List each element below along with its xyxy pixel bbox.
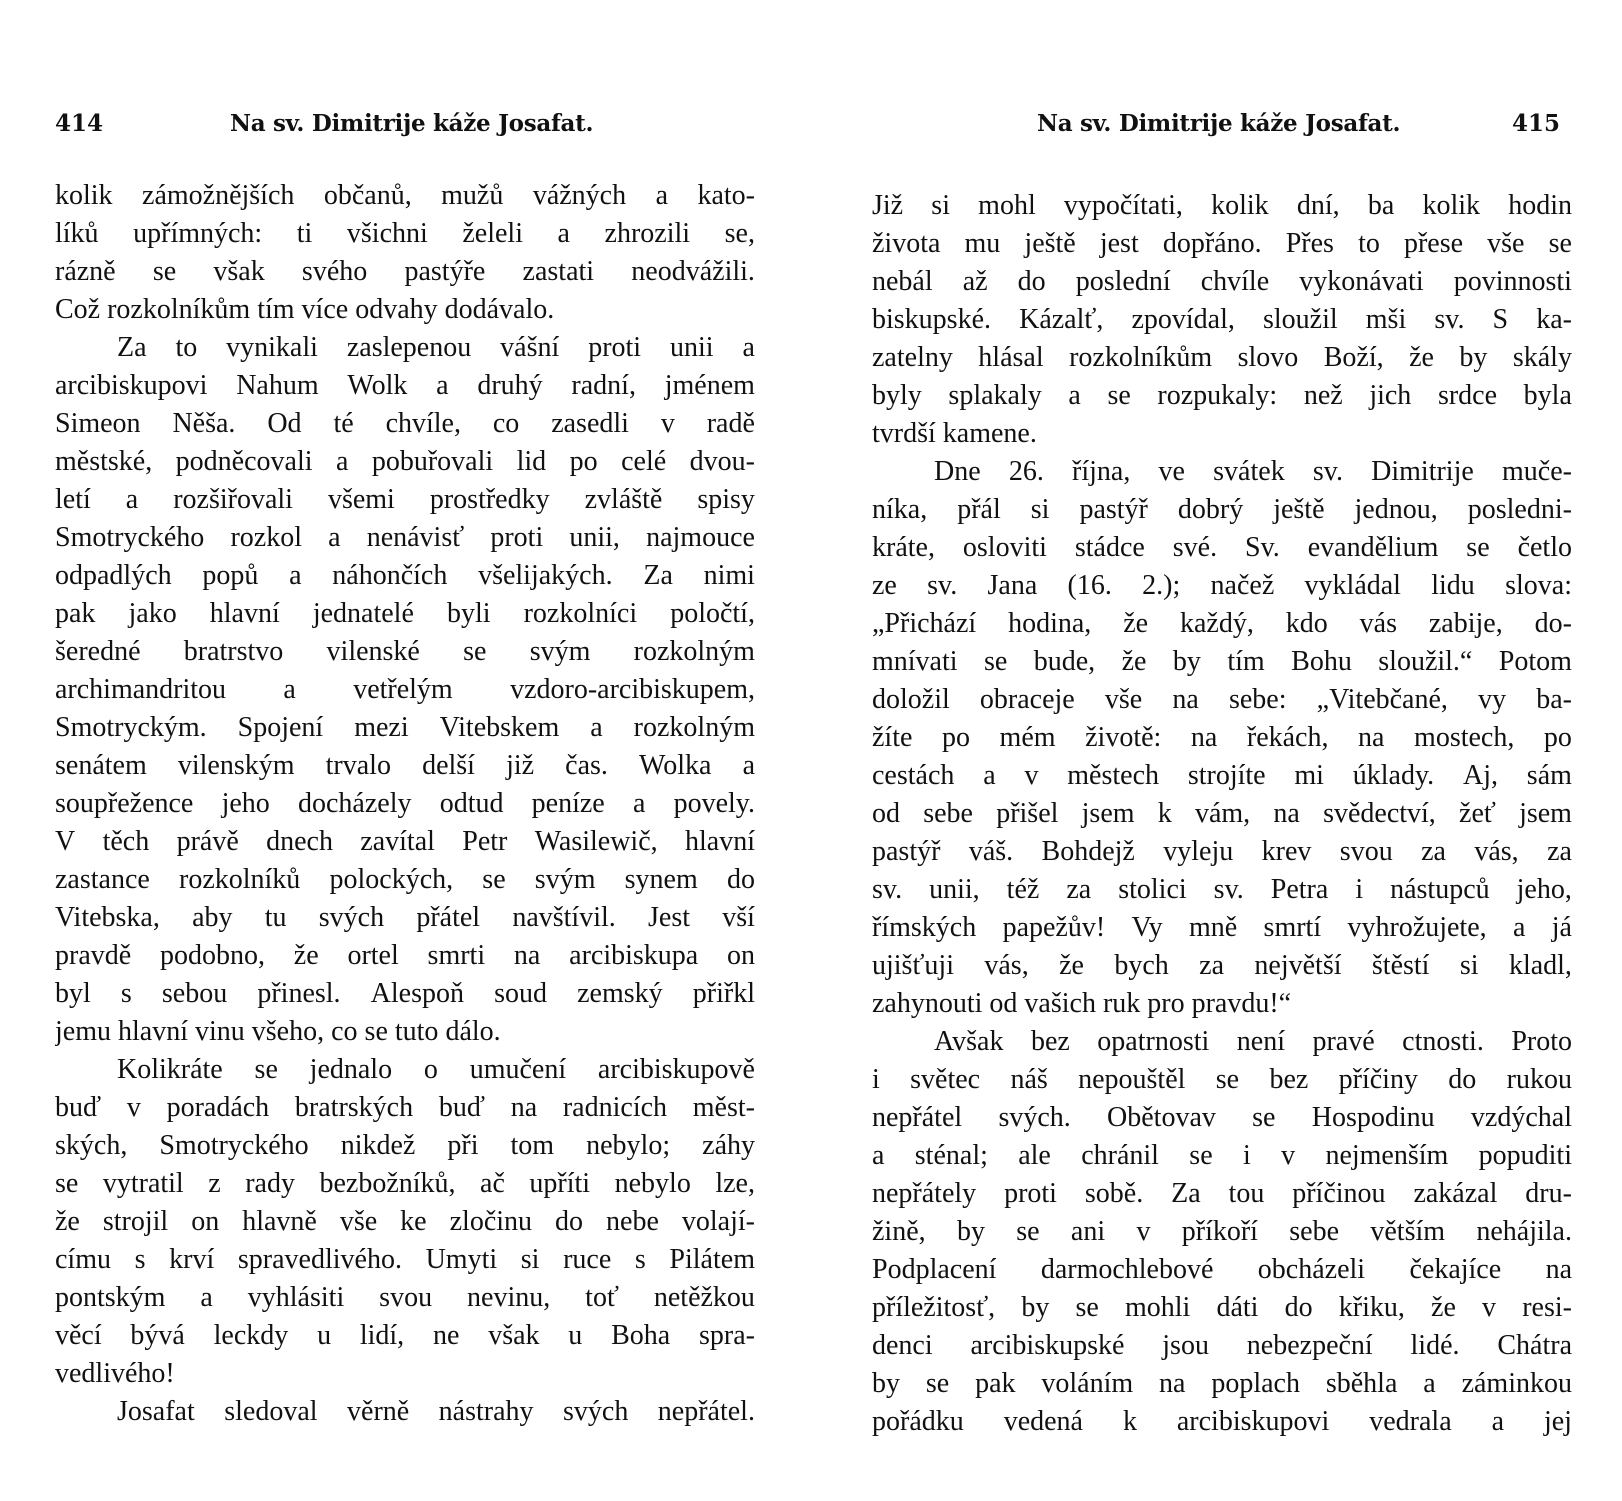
text-line: pontským a vyhlásiti svou nevinu, toť netěžkou [55, 1282, 755, 1313]
text-line: Již si mohl vypočítati, kolik dní, ba kolik hodin [872, 190, 1572, 221]
text-line: že strojil on hlavně vše ke zločinu do nebe volají- [55, 1206, 755, 1237]
right-running-title: Na sv. Dimitrije káže Josafat. [1037, 110, 1401, 137]
text-line: by se pak voláním na poplach sběhla a záminkou [872, 1368, 1572, 1399]
text-line: pravdě podobno, že ortel smrti na arcibiskupa on [55, 940, 755, 971]
text-line: archimandritou a vetřelým vzdoro-arcibiskupem, [55, 674, 755, 705]
text-line: pořádku vedená k arcibiskupovi vedrala a jej [872, 1406, 1572, 1437]
text-line: buď v poradách bratrských buď na radnicích měst- [55, 1092, 755, 1123]
right-page-number: 415 [1511, 110, 1560, 137]
text-line: Josafat sledoval věrně nástrahy svých nepřátel. [117, 1396, 755, 1427]
text-line: níka, přál si pastýř dobrý ještě jednou, posledni- [872, 494, 1572, 525]
text-line: Smotryckého rozkol a nenávisť proti unii, najmouce [55, 522, 755, 553]
text-line: senátem vilenským trvalo delší již čas. Wolka a [55, 750, 755, 781]
text-line: příležitosť, by se mohli dáti do křiku, že v resi- [872, 1292, 1572, 1323]
text-line: žíte po mém životě: na řekách, na mostech, po [872, 722, 1572, 753]
right-page [872, 0, 1572, 1501]
text-line: jemu hlavní vinu všeho, co se tuto dálo. [55, 1016, 501, 1047]
text-line: Podplacení darmochlebové obcházeli čekajíce na [872, 1254, 1572, 1285]
text-line: cestách a v městech strojíte mi úklady. Aj, sám [872, 760, 1572, 791]
text-line: Za to vynikali zaslepenou vášní proti unii a [117, 332, 755, 363]
text-line: pastýř váš. Bohdejž vyleju krev svou za vás, za [872, 836, 1572, 867]
text-line: ských, Smotryckého nikdež při tom nebylo; záhy [55, 1130, 755, 1161]
text-line: věcí bývá leckdy u lidí, ne však u Boha spra- [55, 1320, 755, 1351]
text-line: ze sv. Jana (16. 2.); načež vykládal lidu slova: [872, 570, 1572, 601]
text-line: od sebe přišel jsem k vám, na svědectví, žeť jsem [872, 798, 1572, 829]
text-line: kolik zámožnějších občanů, mužů vážných a kato- [55, 180, 755, 211]
left-running-title: Na sv. Dimitrije káže Josafat. [230, 110, 594, 137]
text-line: ujišťuji vás, že bych za největší štěstí si kladl, [872, 950, 1572, 981]
text-line: V těch právě dnech zavítal Petr Wasilewič, hlavní [55, 826, 755, 857]
text-line: Dne 26. října, ve svátek sv. Dimitrije muče- [934, 456, 1572, 487]
text-line: šeredné bratrstvo vilenské se svým rozkolným [55, 636, 755, 667]
text-line: městské, podněcovali a pobuřovali lid po celé dvou- [55, 446, 755, 477]
left-page-number: 414 [55, 110, 104, 137]
text-line: arcibiskupovi Nahum Wolk a druhý radní, jménem [55, 370, 755, 401]
text-line: tvrdší kamene. [872, 418, 1037, 449]
text-line: denci arcibiskupské jsou nebezpeční lidé. Chátra [872, 1330, 1572, 1361]
text-line: doložil obraceje vše na sebe: „Vitebčané, vy ba- [872, 684, 1572, 715]
text-line: zastance rozkolníků polockých, se svým synem do [55, 864, 755, 895]
text-line: biskupské. Kázalť, zpovídal, sloužil mši sv. S ka- [872, 304, 1572, 335]
text-line: Kolikráte se jednalo o umučení arcibiskupově [117, 1054, 755, 1085]
left-page-header [55, 110, 755, 140]
text-line: zatelny hlásal rozkolníkům slovo Boží, že by skály [872, 342, 1572, 373]
text-line: se vytratil z rady bezbožníků, ač upříti nebylo lze, [55, 1168, 755, 1199]
left-page-body [55, 177, 755, 1431]
text-line: „Přichází hodina, že každý, kdo vás zabije, do- [872, 608, 1572, 639]
text-line: nepřátel svých. Obětovav se Hospodinu vzdýchal [872, 1102, 1572, 1133]
text-line: i světec náš nepouštěl se bez příčiny do rukou [872, 1064, 1572, 1095]
text-line: nepřátely proti sobě. Za tou příčinou zakázal dru- [872, 1178, 1572, 1209]
right-page-body [872, 187, 1572, 1441]
text-line: zahynouti od vašich ruk pro pravdu!“ [872, 988, 1292, 1019]
text-line: Vitebska, aby tu svých přátel navštívil. Jest vší [55, 902, 755, 933]
text-line: rázně se však svého pastýře zastati neodvážili. [55, 256, 755, 287]
text-line: címu s krví spravedlivého. Umyti si ruce s Pilátem [55, 1244, 755, 1275]
text-line: kráte, osloviti stádce své. Sv. evandělium se četlo [872, 532, 1572, 563]
text-line: letí a rozšiřovali všemi prostředky zvláště spisy [55, 484, 755, 515]
text-line: odpadlých popů a náhončích všelijakých. Za nimi [55, 560, 755, 591]
text-line: Což rozkolníkům tím více odvahy dodávalo. [55, 294, 555, 325]
text-line: byl s sebou přinesl. Alespoň soud zemský přiřkl [55, 978, 755, 1009]
text-line: Smotryckým. Spojení mezi Vitebskem a rozkolným [55, 712, 755, 743]
text-line: a sténal; ale chránil se i v nejmenším popuditi [872, 1140, 1572, 1171]
right-page-header [872, 110, 1572, 140]
text-line: římských papežův! Vy mně smrtí vyhrožujete, a já [872, 912, 1572, 943]
text-line: Avšak bez opatrnosti není pravé ctnosti. Proto [934, 1026, 1572, 1057]
text-line: sv. unii, též za stolici sv. Petra i nástupců jeho, [872, 874, 1572, 905]
text-line: líků upřímných: ti všichni želeli a zhrozili se, [55, 218, 755, 249]
text-line: žině, by se ani v příkoří sebe větším nehájila. [872, 1216, 1572, 1247]
text-line: nebál až do poslední chvíle vykonávati povinnosti [872, 266, 1572, 297]
text-line: vedlivého! [55, 1358, 175, 1389]
text-line: Simeon Něša. Od té chvíle, co zasedli v radě [55, 408, 755, 439]
text-line: pak jako hlavní jednatelé byli rozkolníci poločtí, [55, 598, 755, 629]
text-line: mnívati se bude, že by tím Bohu sloužil.“ Potom [872, 646, 1572, 677]
text-line: byly splakaly a se rozpukaly: než jich srdce byla [872, 380, 1572, 411]
text-line: života mu ještě jest dopřáno. Přes to přese vše se [872, 228, 1572, 259]
left-page [55, 0, 755, 1501]
text-line: soupřežence jeho docházely odtud peníze a povely. [55, 788, 755, 819]
